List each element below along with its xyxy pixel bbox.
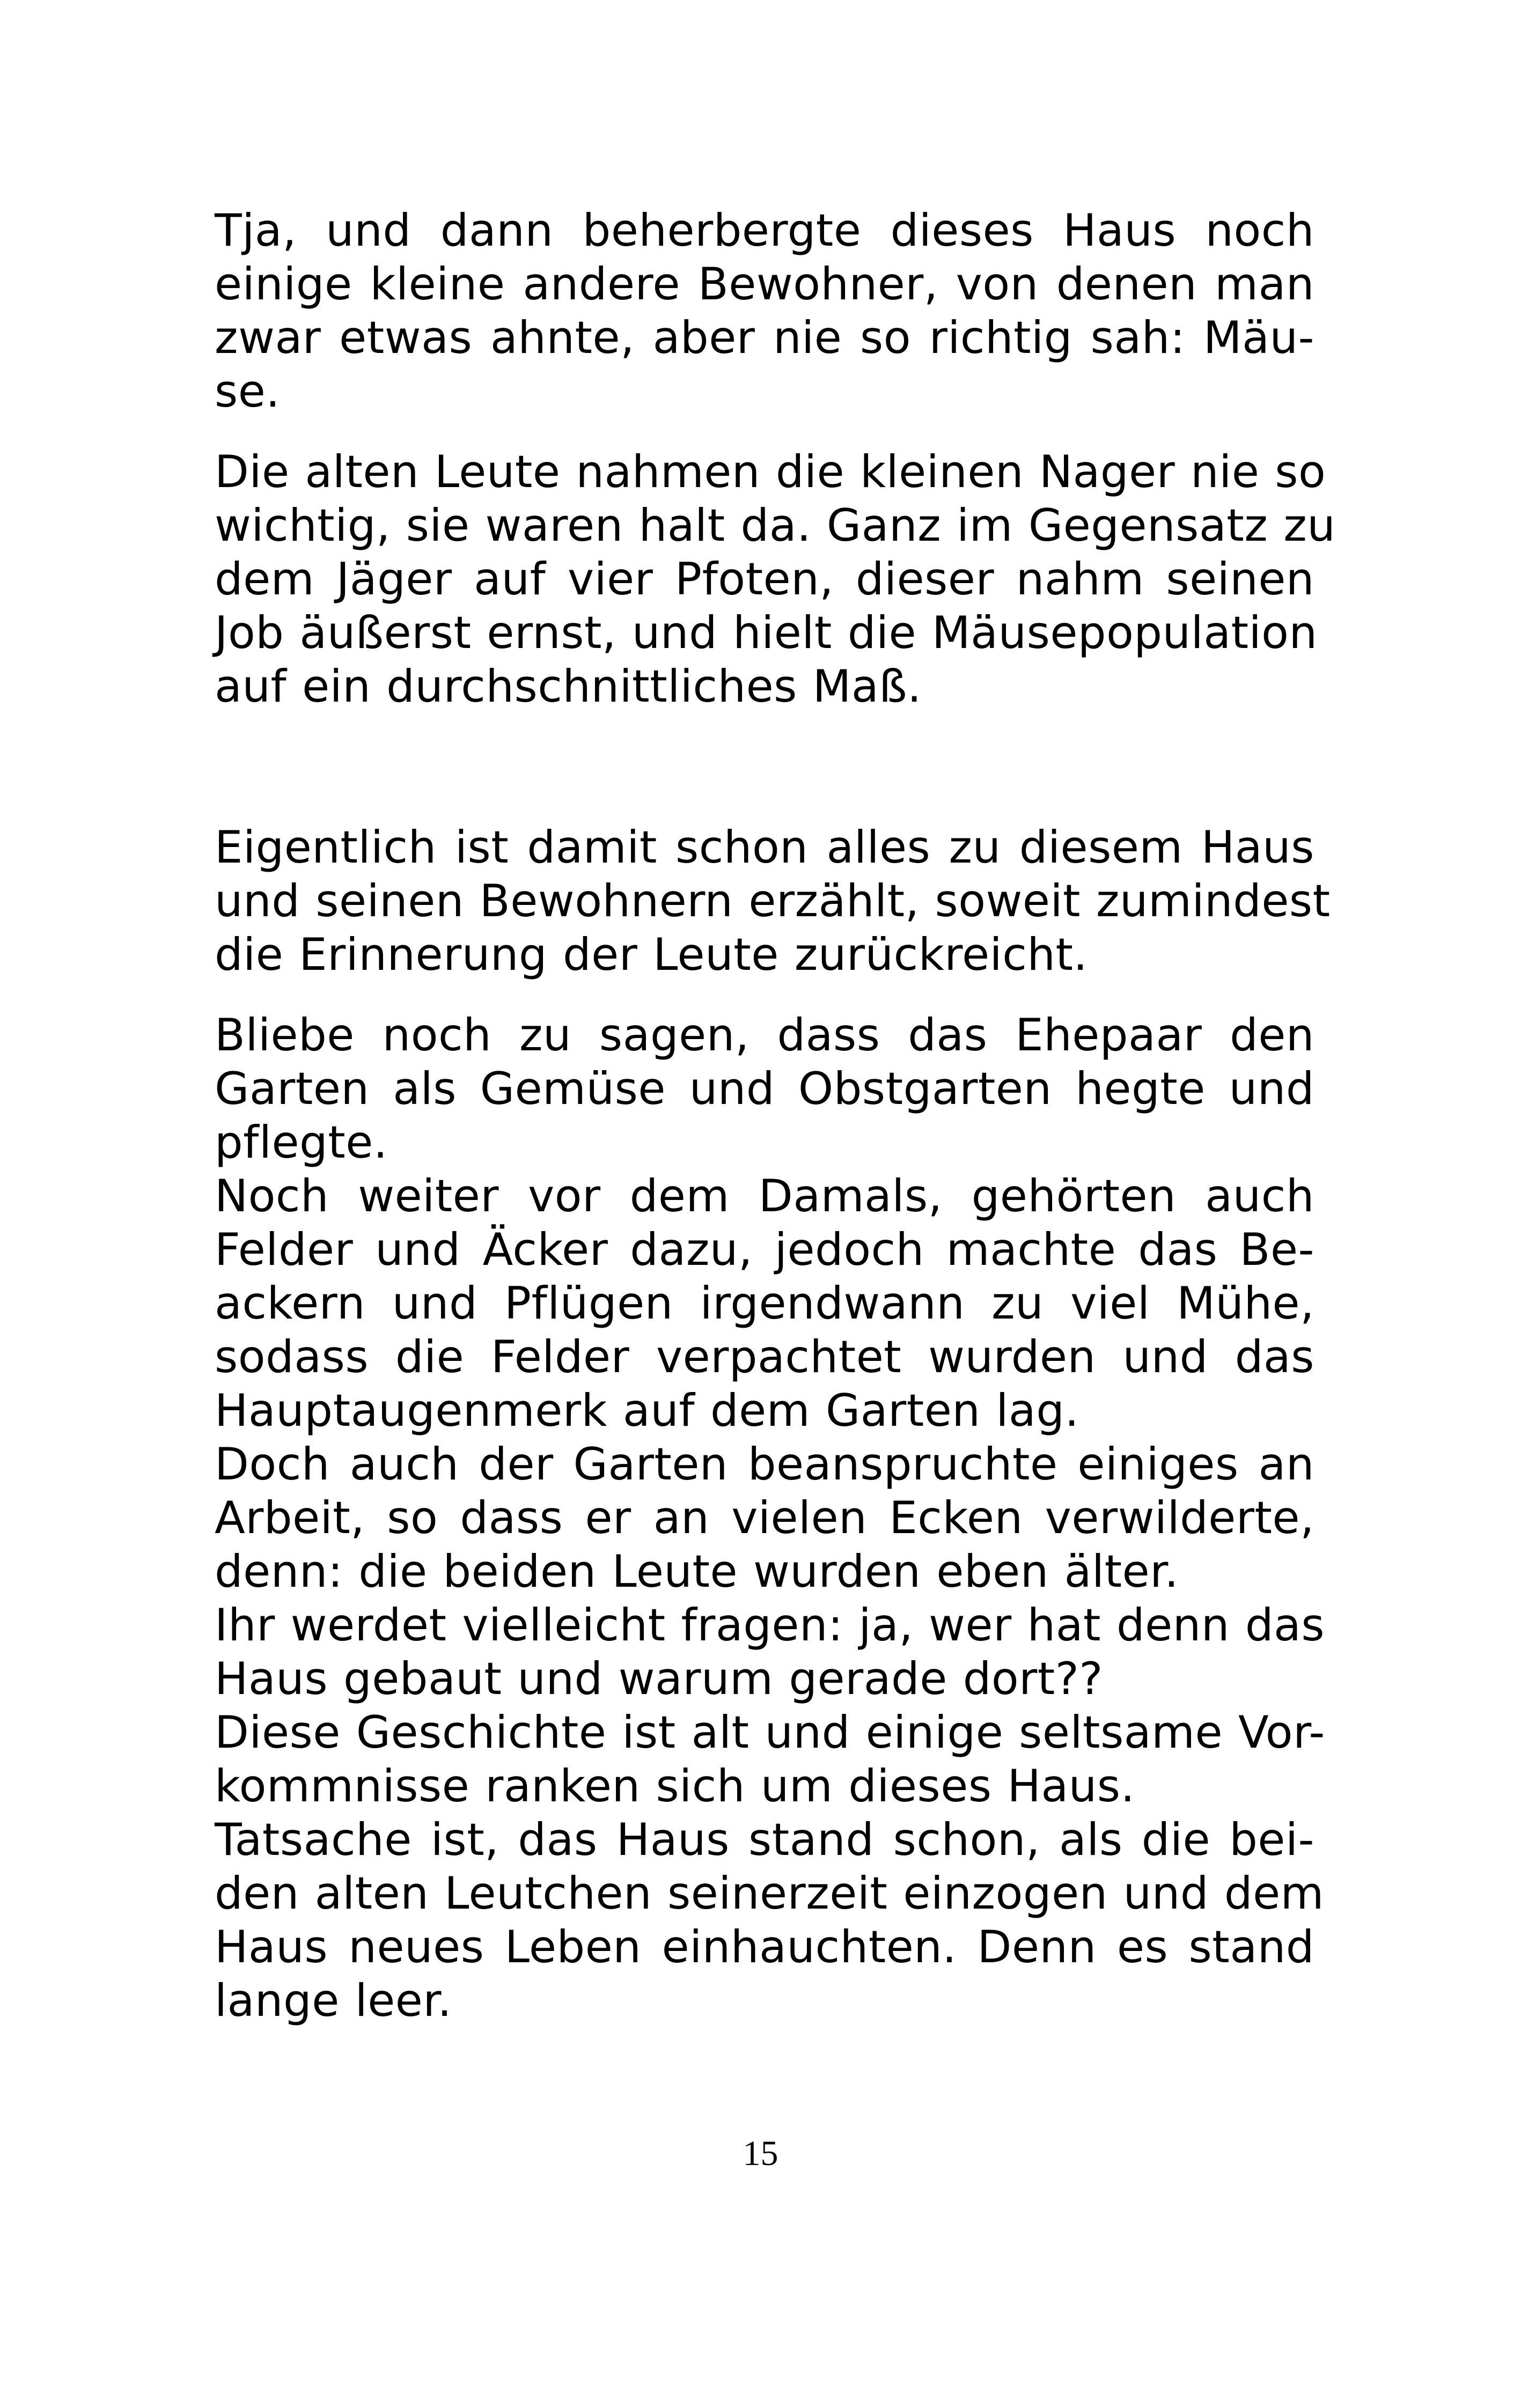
text-line: zwar etwas ahnte, aber nie so richtig sah: Mäu- xyxy=(215,312,1314,364)
text-line: wichtig, sie waren halt da. Ganz im Gegensatz zu xyxy=(215,499,1336,551)
text-line: Garten als Gemüse und Obstgarten hegte und xyxy=(215,1063,1314,1115)
text-line: Bliebe noch zu sagen, dass das Ehepaar den xyxy=(215,1009,1314,1061)
text-line: Felder und Äcker dazu, jedoch machte das Be- xyxy=(215,1224,1314,1276)
text-line: einige kleine andere Bewohner, von denen man xyxy=(215,258,1314,310)
paragraph-memory xyxy=(215,821,1331,982)
text-line: lange leer. xyxy=(215,1975,452,2027)
text-line: denn: die beiden Leute wurden eben älter. xyxy=(215,1545,1179,1597)
text-line: Diese Geschichte ist alt und einige seltsame Vor- xyxy=(215,1706,1325,1758)
text-line: pflegte. xyxy=(215,1116,388,1168)
text-line: Haus neues Leben einhauchten. Denn es stand xyxy=(215,1921,1314,1973)
text-line: Tja, und dann beherbergte dieses Haus noch xyxy=(215,204,1314,256)
text-line: Tatsache ist, das Haus stand schon, als die bei- xyxy=(215,1814,1314,1866)
text-line: Noch weiter vor dem Damals, gehörten auch xyxy=(215,1170,1314,1222)
text-line: auf ein durchschnittliches Maß. xyxy=(215,660,922,712)
text-line: Arbeit, so dass er an vielen Ecken verwilderte, xyxy=(215,1492,1314,1544)
text-line: und seinen Bewohnern erzählt, soweit zumindest xyxy=(215,875,1331,927)
text-line: Doch auch der Garten beanspruchte einiges an xyxy=(215,1438,1314,1490)
text-line: Hauptaugenmerk auf dem Garten lag. xyxy=(215,1385,1079,1437)
text-line: ackern und Pflügen irgendwann zu viel Mühe, xyxy=(215,1277,1314,1329)
paragraph-hunter xyxy=(215,445,1336,713)
text-line: Haus gebaut und warum gerade dort?? xyxy=(215,1653,1103,1705)
text-line: Die alten Leute nahmen die kleinen Nager nie so xyxy=(215,446,1326,498)
paragraph-garden xyxy=(215,1008,1325,2028)
text-line: die Erinnerung der Leute zurückreicht. xyxy=(215,929,1088,981)
text-line: sodass die Felder verpachtet wurden und das xyxy=(215,1331,1314,1383)
text-line: kommnisse ranken sich um dieses Haus. xyxy=(215,1760,1135,1812)
page-number: 15 xyxy=(743,2134,778,2173)
text-line: Eigentlich ist damit schon alles zu diesem Haus xyxy=(215,821,1314,873)
text-line: Job äußerst ernst, und hielt die Mäusepopulation xyxy=(215,607,1318,659)
text-line: Ihr werdet vielleicht fragen: ja, wer hat denn das xyxy=(215,1599,1325,1651)
paragraph-mice xyxy=(215,204,1314,418)
text-line: dem Jäger auf vier Pfoten, dieser nahm seinen xyxy=(215,553,1314,605)
text-line: se. xyxy=(215,365,281,417)
text-line: den alten Leutchen seinerzeit einzogen und dem xyxy=(215,1867,1325,1919)
